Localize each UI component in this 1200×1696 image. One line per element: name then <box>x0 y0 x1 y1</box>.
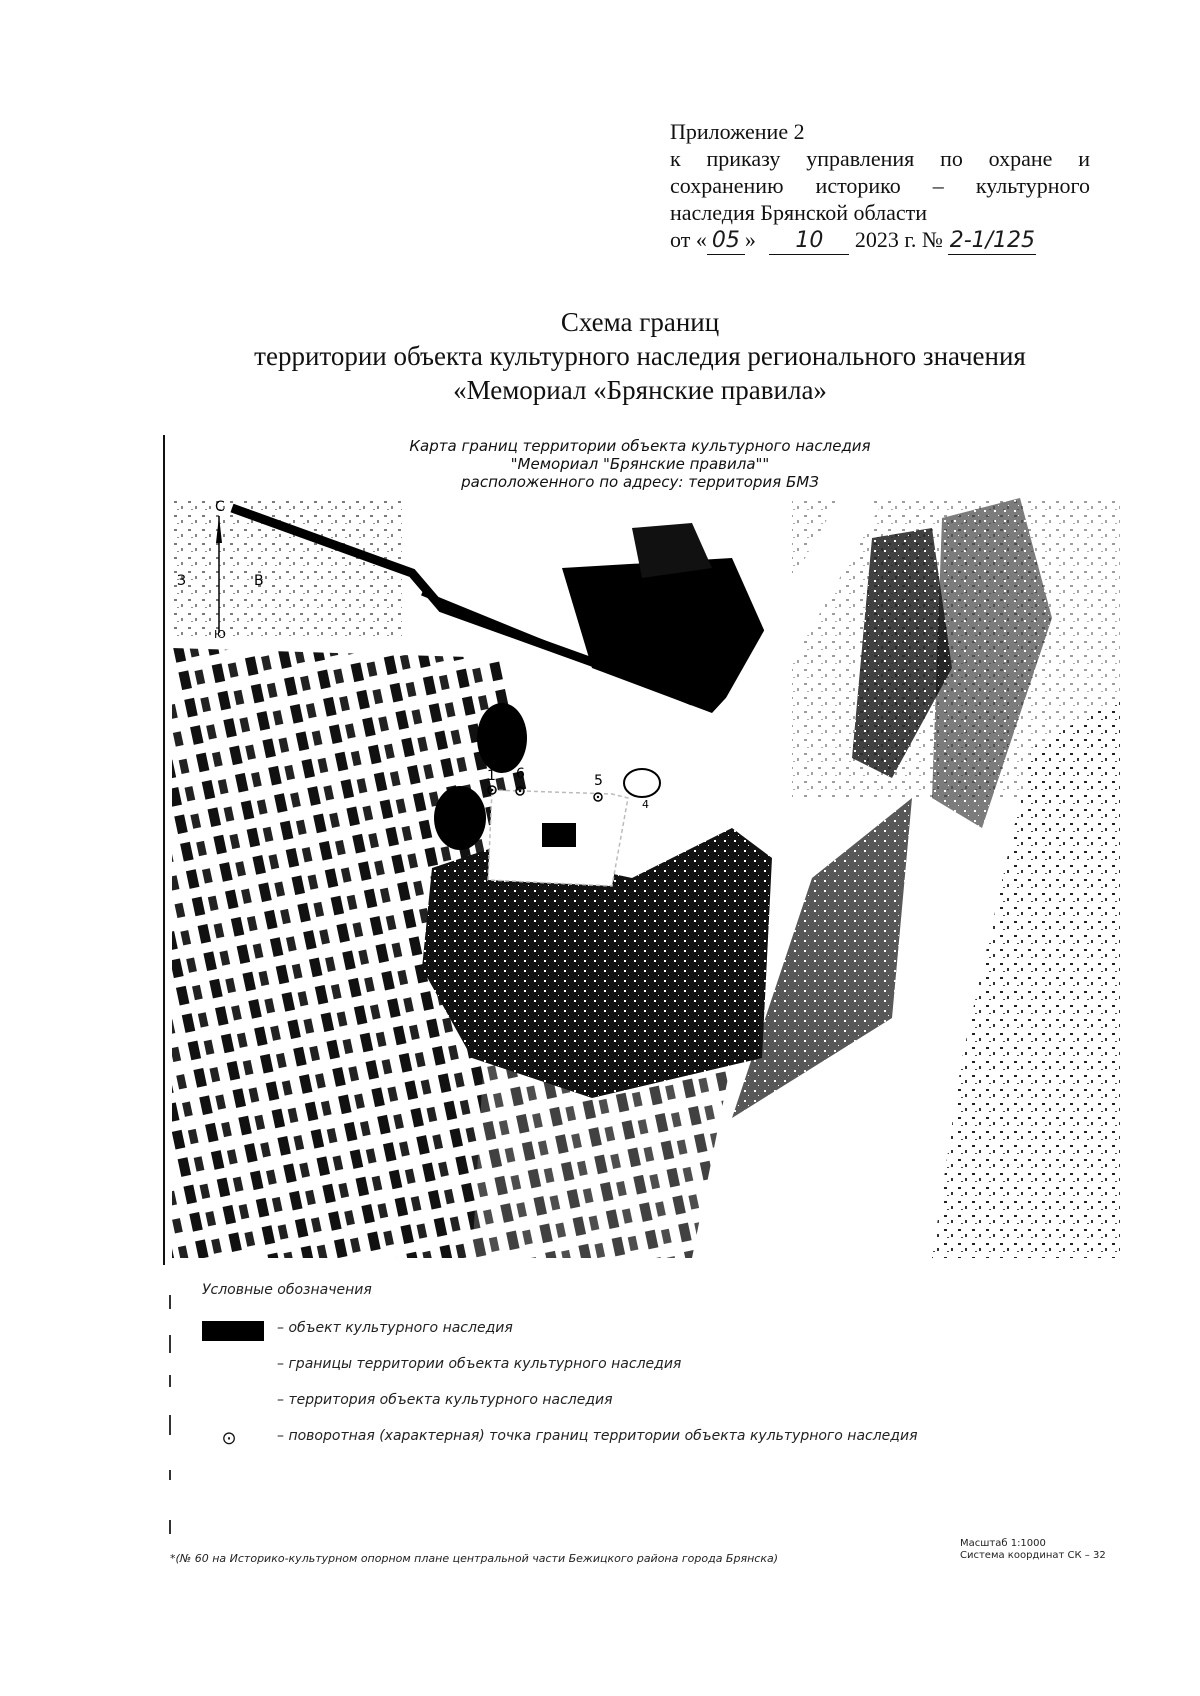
scale-block <box>960 1538 1106 1562</box>
appendix-title: Приложение 2 <box>670 119 805 144</box>
compass-west: З <box>177 573 186 589</box>
appendix-line-1: к приказу управления по охране и <box>670 146 1090 171</box>
compass-south: Ю <box>214 628 226 641</box>
legend-text-boundary: – границы территории объекта культурного наследия <box>277 1356 682 1372</box>
appendix-header <box>670 118 1090 255</box>
aerial-map <box>172 498 1120 1258</box>
map-point-1: 1 <box>487 768 496 784</box>
legend-item-boundary <box>172 1354 1072 1378</box>
legend-text-point: – поворотная (характерная) точка границ территории объекта культурного наследия <box>277 1428 918 1444</box>
scheme-title-line-2: территории объекта культурного наследия регионального значения <box>254 341 1026 371</box>
order-day: 05 <box>707 227 745 255</box>
scale-line-1: Масштаб 1:1000 <box>960 1538 1046 1549</box>
order-mid: » <box>744 227 756 252</box>
map-point-6: 6 <box>516 766 525 782</box>
order-prefix: от « <box>670 227 707 252</box>
legend-swatch-territory <box>202 1393 264 1413</box>
map-caption-line-3: расположенного по адресу: территория БМЗ <box>461 473 819 491</box>
legend-text-territory: – территория объекта культурного наследия <box>277 1392 613 1408</box>
boundary-point-icon: ⊙ <box>221 1428 237 1449</box>
appendix-line-3: наследия Брянской области <box>670 200 928 225</box>
scale-line-2: Система координат СК – 32 <box>960 1550 1106 1561</box>
map-point-4: 4 <box>642 798 649 811</box>
legend-swatch-object <box>202 1321 264 1341</box>
map-point-5: 5 <box>594 773 603 789</box>
legend-item-territory <box>172 1390 1072 1414</box>
scheme-title-line-1: Схема границ <box>560 307 720 337</box>
compass-north: С <box>215 499 225 515</box>
order-number: 2-1/125 <box>949 228 1036 253</box>
compass-east: В <box>254 573 264 589</box>
legend-swatch-boundary <box>202 1357 264 1377</box>
map-frame-line <box>163 435 165 1265</box>
map-caption-line-2: "Мемориал "Брянские правила"" <box>510 455 770 473</box>
appendix-line-2: сохранению историко – культурного <box>670 173 1090 198</box>
footnote: *(№ 60 на Историко-культурном опорном плане центральной части Бежицкого района города Брянска) <box>170 1552 778 1565</box>
map-caption <box>300 437 980 491</box>
legend-title: Условные обозначения <box>202 1282 372 1298</box>
map-caption-line-1: Карта границ территории объекта культурного наследия <box>409 437 871 455</box>
legend-text-object: – объект культурного наследия <box>277 1320 513 1336</box>
scheme-title-line-3: «Мемориал «Брянские правила» <box>453 375 827 405</box>
order-line <box>670 226 1090 255</box>
legend-item-point <box>172 1426 1072 1450</box>
order-year: 2023 г. № <box>854 227 943 252</box>
legend-item-object <box>172 1318 1072 1342</box>
scheme-title <box>150 305 1130 407</box>
cultural-heritage-object <box>542 823 576 847</box>
order-month: 10 <box>769 227 849 255</box>
